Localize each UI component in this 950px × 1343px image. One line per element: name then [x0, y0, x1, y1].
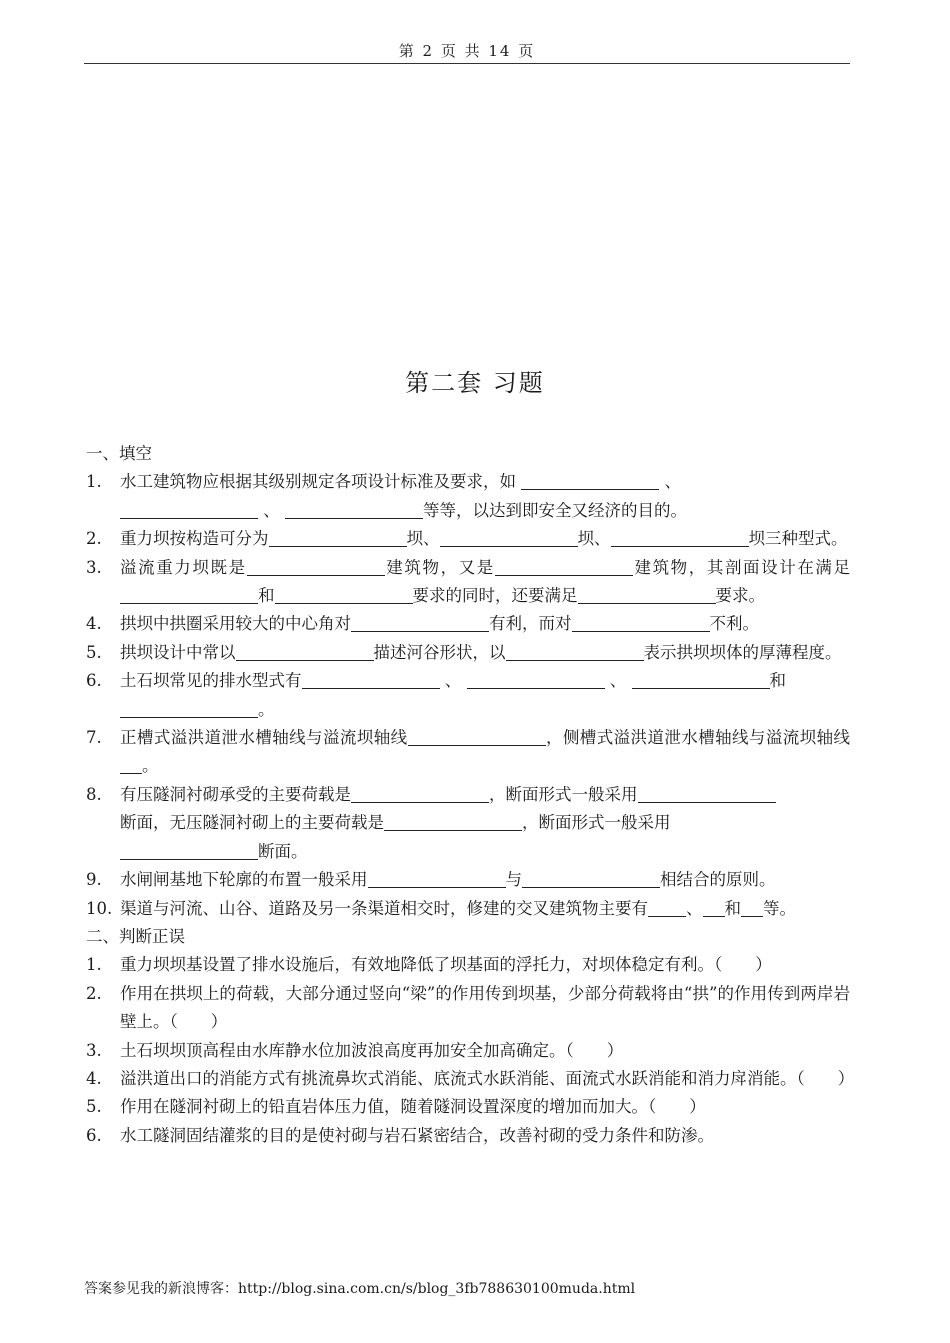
- fill-item: [84, 468, 850, 525]
- fill-item: [84, 554, 850, 611]
- footer-answer-link[interactable]: 答案参见我的新浪博客：http://blog.sina.com.cn/s/blog_3fb788630100muda.html: [84, 1281, 636, 1297]
- answer-blank[interactable]: [638, 786, 776, 803]
- item-number: 5.: [86, 1097, 102, 1117]
- answer-blank[interactable]: [285, 502, 423, 519]
- item-text: 土石坝坝顶高程由水库静水位加波浪高度再加安全加高确定。（ ）: [120, 1040, 624, 1060]
- section-true-false-heading: 二、判断正误: [86, 926, 185, 946]
- item-text: 渠道与河流、山谷、道路及另一条渠道相交时，修建的交叉建筑物主要有 、 和 等。: [120, 898, 796, 918]
- exercise-body: [84, 440, 855, 1150]
- answer-blank[interactable]: [120, 757, 142, 774]
- answer-blank[interactable]: [368, 871, 506, 888]
- fill-item: [84, 781, 850, 866]
- answer-blank[interactable]: [578, 587, 716, 604]
- item-number: 8.: [86, 784, 102, 804]
- page-number-header: 第 2 页 共 14 页: [398, 42, 536, 60]
- item-number: 6.: [86, 671, 102, 691]
- answer-blank[interactable]: [408, 729, 546, 746]
- answer-blank[interactable]: [120, 502, 258, 519]
- answer-blank[interactable]: [506, 644, 644, 661]
- item-text: 水闸闸基地下轮廓的布置一般采用 与 相结合的原则。: [120, 870, 776, 890]
- item-number: 3.: [86, 557, 102, 577]
- answer-blank[interactable]: [120, 587, 258, 604]
- section-fill-in-heading: 一、填空: [86, 444, 152, 463]
- item-text: 作用在隧洞衬砌上的铅直岩体压力值，随着隧洞设置深度的增加而加大。（ ）: [120, 1097, 706, 1117]
- answer-blank[interactable]: [648, 900, 686, 917]
- answer-blank[interactable]: [467, 672, 605, 689]
- fill-item: [84, 866, 850, 894]
- answer-blank[interactable]: [632, 672, 770, 689]
- item-number: 9.: [86, 870, 102, 890]
- item-number: 10.: [86, 898, 113, 918]
- header-divider: [84, 63, 850, 64]
- answer-blank[interactable]: [572, 615, 710, 632]
- answer-blank[interactable]: [275, 587, 413, 604]
- answer-blank[interactable]: [302, 672, 440, 689]
- item-text: 重力坝按构造可分为 坝、 坝、 坝三种型式。: [120, 529, 848, 549]
- item-text: 水工建筑物应根据其级别规定各项设计标准及要求，如 、 、 等等，以达到即安全又经济的目的。: [120, 472, 687, 520]
- item-text: 水工隧洞固结灌浆的目的是使衬砌与岩石紧密结合，改善衬砌的受力条件和防渗。: [120, 1125, 714, 1145]
- judge-item: [84, 951, 850, 979]
- item-text: 拱坝中拱圈采用较大的中心角对 有利，而对 不利。: [120, 614, 759, 634]
- answer-blank[interactable]: [351, 615, 489, 632]
- answer-blank[interactable]: [611, 530, 749, 547]
- answer-blank[interactable]: [741, 900, 763, 917]
- item-text: 正槽式溢洪道泄水槽轴线与溢流坝轴线 ，侧槽式溢洪道泄水槽轴线与溢流坝轴线。: [120, 728, 851, 776]
- answer-blank[interactable]: [120, 843, 258, 860]
- item-number: 2.: [86, 983, 102, 1003]
- item-number: 4.: [86, 614, 102, 634]
- item-text: 拱坝设计中常以 描述河谷形状，以 表示拱坝坝体的厚薄程度。: [120, 642, 842, 662]
- judge-item: [84, 1065, 855, 1093]
- item-number: 1.: [86, 472, 102, 492]
- item-number: 3.: [86, 1040, 102, 1060]
- item-text: 土石坝常见的排水型式有 、 、 和 。: [120, 671, 786, 719]
- item-number: 5.: [86, 642, 102, 662]
- fill-item: [84, 525, 850, 553]
- page-title: 第二套 习题: [405, 369, 545, 397]
- fill-item: [84, 610, 850, 638]
- judge-item: [84, 1037, 850, 1065]
- item-text: 有压隧洞衬砌承受的主要荷载是 ，断面形式一般采用 断面，无压隧洞衬砌上的主要荷载是 ，断面形式一般采用 断面。: [120, 781, 850, 866]
- answer-blank[interactable]: [247, 559, 385, 576]
- answer-blank[interactable]: [384, 814, 522, 831]
- item-text: 溢洪道出口的消能方式有挑流鼻坎式消能、底流式水跃消能、面流式水跃消能和消力戽消能。（ ）: [120, 1068, 855, 1088]
- fill-item: [84, 724, 850, 781]
- judge-item: [84, 1093, 850, 1121]
- answer-blank[interactable]: [120, 701, 258, 718]
- answer-blank[interactable]: [351, 786, 489, 803]
- answer-blank[interactable]: [269, 530, 407, 547]
- item-text: 溢流重力坝既是 建筑物，又是 建筑物，其剖面设计在满足和 要求的同时，还要满足 要求。: [120, 557, 851, 606]
- item-text: 作用在拱坝上的荷载，大部分通过竖向“梁”的作用传到坝基，少部分荷载将由“拱”的作用传到两岸岩壁上。（ ）: [120, 983, 850, 1032]
- answer-blank[interactable]: [236, 644, 374, 661]
- answer-blank[interactable]: [495, 559, 633, 576]
- fill-item: [84, 895, 850, 923]
- answer-blank[interactable]: [440, 530, 578, 547]
- item-number: 4.: [86, 1068, 102, 1088]
- item-text: 重力坝坝基设置了排水设施后，有效地降低了坝基面的浮托力，对坝体稳定有利。（ ）: [120, 955, 772, 975]
- fill-item: [84, 667, 850, 724]
- item-number: 1.: [86, 955, 102, 975]
- item-number: 6.: [86, 1125, 102, 1145]
- fill-item: [84, 639, 850, 667]
- answer-blank[interactable]: [703, 900, 725, 917]
- answer-blank[interactable]: [522, 871, 660, 888]
- answer-blank[interactable]: [521, 473, 659, 490]
- item-number: 2.: [86, 529, 102, 549]
- judge-item: [84, 980, 850, 1037]
- judge-item: [84, 1122, 850, 1150]
- item-number: 7.: [86, 728, 102, 748]
